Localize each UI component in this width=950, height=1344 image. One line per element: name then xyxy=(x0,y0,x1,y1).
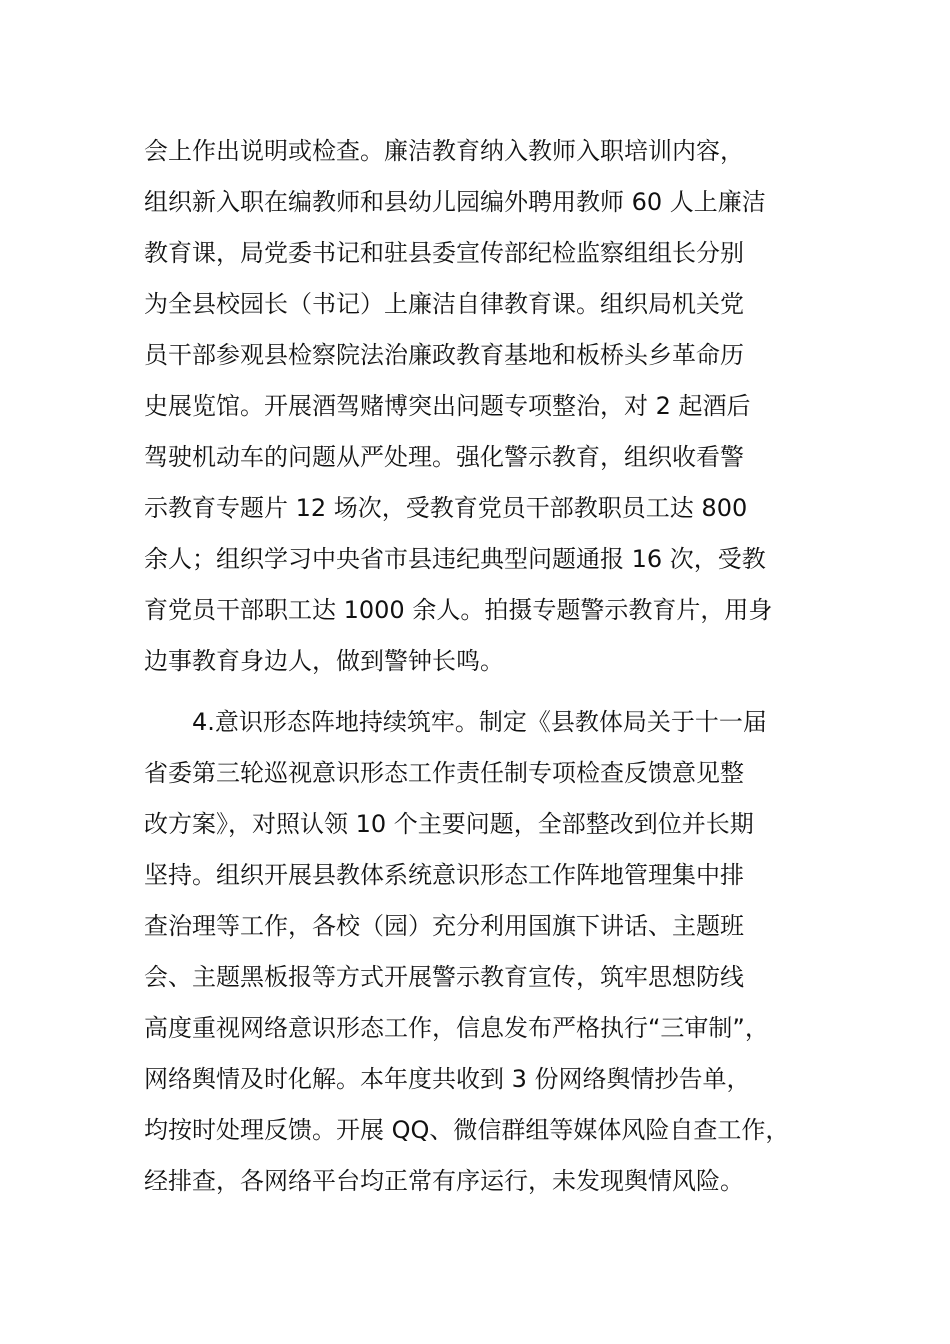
text-line: 史展览馆。开展酒驾赌博突出问题专项整治，对 2 起酒后 xyxy=(144,392,751,420)
text-line: 余人；组织学习中央省市县违纪典型问题通报 16 次，受教 xyxy=(144,545,766,573)
text-line: 省委第三轮巡视意识形态工作责任制专项检查反馈意见整 xyxy=(144,759,744,787)
text-line: 示教育专题片 12 场次，受教育党员干部教职员工达 800 xyxy=(144,494,748,522)
text-line: 查治理等工作，各校（园）充分利用国旗下讲话、主题班 xyxy=(144,912,744,940)
text-line: 4.意识形态阵地持续筑牢。制定《县教体局关于十一届 xyxy=(192,708,767,736)
text-line: 组织新入职在编教师和县幼儿园编外聘用教师 60 人上廉洁 xyxy=(144,188,766,216)
text-line: 均按时处理反馈。开展 QQ、微信群组等媒体风险自查工作， xyxy=(144,1116,790,1144)
text-line: 为全县校园长（书记）上廉洁自律教育课。组织局机关党 xyxy=(144,290,744,318)
text-line: 网络舆情及时化解。本年度共收到 3 份网络舆情抄告单， xyxy=(144,1065,751,1093)
text-line: 员干部参观县检察院法治廉政教育基地和板桥头乡革命历 xyxy=(144,341,744,369)
text-line: 教育课，局党委书记和驻县委宣传部纪检监察组组长分别 xyxy=(144,239,744,267)
paragraph-1 xyxy=(144,126,844,687)
text-line: 驾驶机动车的问题从严处理。强化警示教育，组织收看警 xyxy=(144,443,744,471)
paragraph-2 xyxy=(144,697,844,1207)
text-line: 经排查，各网络平台均正常有序运行，未发现舆情风险。 xyxy=(144,1167,744,1195)
body-text xyxy=(144,126,844,1207)
text-line: 坚持。组织开展县教体系统意识形态工作阵地管理集中排 xyxy=(144,861,744,889)
text-line: 会上作出说明或检查。廉洁教育纳入教师入职培训内容， xyxy=(144,137,744,165)
text-line: 高度重视网络意识形态工作，信息发布严格执行“三审制”， xyxy=(144,1014,769,1042)
text-line: 会、主题黑板报等方式开展警示教育宣传，筑牢思想防线 xyxy=(144,963,744,991)
text-line: 育党员干部职工达 1000 余人。拍摄专题警示教育片，用身 xyxy=(144,596,773,624)
text-line: 改方案》，对照认领 10 个主要问题，全部整改到位并长期 xyxy=(144,810,754,838)
paragraph-spacer xyxy=(144,687,844,697)
text-line: 边事教育身边人，做到警钟长鸣。 xyxy=(144,647,504,675)
